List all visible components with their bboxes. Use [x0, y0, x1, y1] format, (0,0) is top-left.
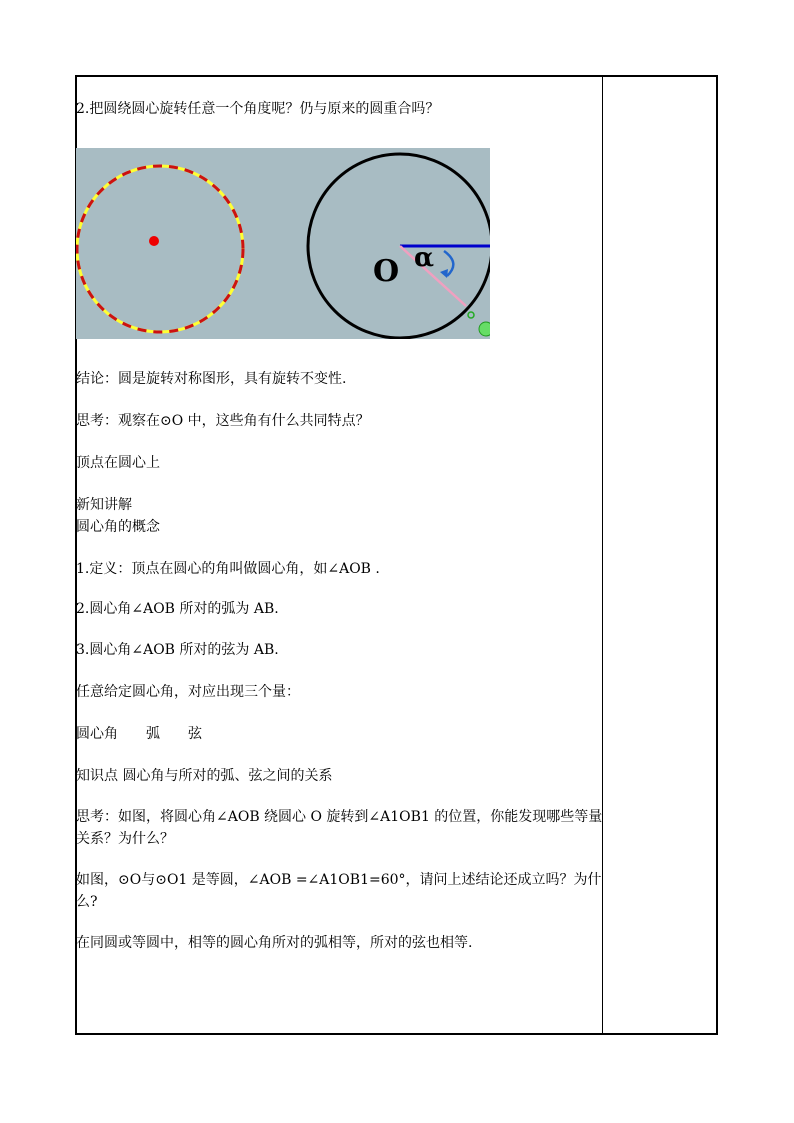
section-title: 新知讲解: [76, 497, 132, 513]
arrow-head-icon: [440, 269, 448, 278]
question-2: 2.把圆绕圆心旋转任意一个角度呢？仍与原来的圆重合吗？: [76, 101, 440, 117]
center-label: O: [373, 254, 400, 289]
center-dot: [149, 236, 159, 246]
angle-label: α: [414, 243, 435, 273]
think-1: 思考：观察在⊙O 中，这些角有什么共同特点？: [76, 413, 370, 429]
definition-1: 1.定义：顶点在圆心的角叫做圆心角，如∠AOB .: [76, 561, 380, 577]
definition-3: 3.圆心角∠AOB 所对的弦为 AB.: [76, 642, 279, 658]
small-green-point: [468, 312, 474, 318]
green-point: [479, 322, 490, 336]
dashed-circle: [77, 166, 243, 332]
think-3: 如图，⊙O与⊙O1 是等圆，∠AOB =∠A1OB1=60°，请问上述结论还成立吗？为什么?: [76, 872, 602, 910]
definition-2: 2.圆心角∠AOB 所对的弧为 AB.: [76, 601, 279, 617]
think-2: 思考：如图，将圆心角∠AOB 绕圆心 O 旋转到∠A1OB1 的位置，你能发现哪些等量关系？为什么？: [76, 809, 603, 847]
knowledge-point: 知识点 圆心角与所对的弧、弦之间的关系: [76, 768, 333, 784]
quantity-central-angle: 圆心角: [76, 726, 118, 742]
given-statement: 任意给定圆心角，对应出现三个量：: [76, 684, 300, 700]
rotation-diagram: [76, 148, 490, 339]
rotation-figure: [76, 148, 490, 339]
conclusion: 结论：圆是旋转对称图形，具有旋转不变性.: [76, 371, 347, 387]
concept-title: 圆心角的概念: [76, 519, 160, 535]
answer-1: 顶点在圆心上: [76, 455, 160, 471]
quantity-chord: 弦: [188, 726, 202, 742]
final-conclusion: 在同圆或等圆中，相等的圆心角所对的弧相等，所对的弦也相等.: [76, 935, 473, 951]
three-quantities: [76, 723, 202, 745]
quantity-arc: 弧: [146, 726, 160, 742]
